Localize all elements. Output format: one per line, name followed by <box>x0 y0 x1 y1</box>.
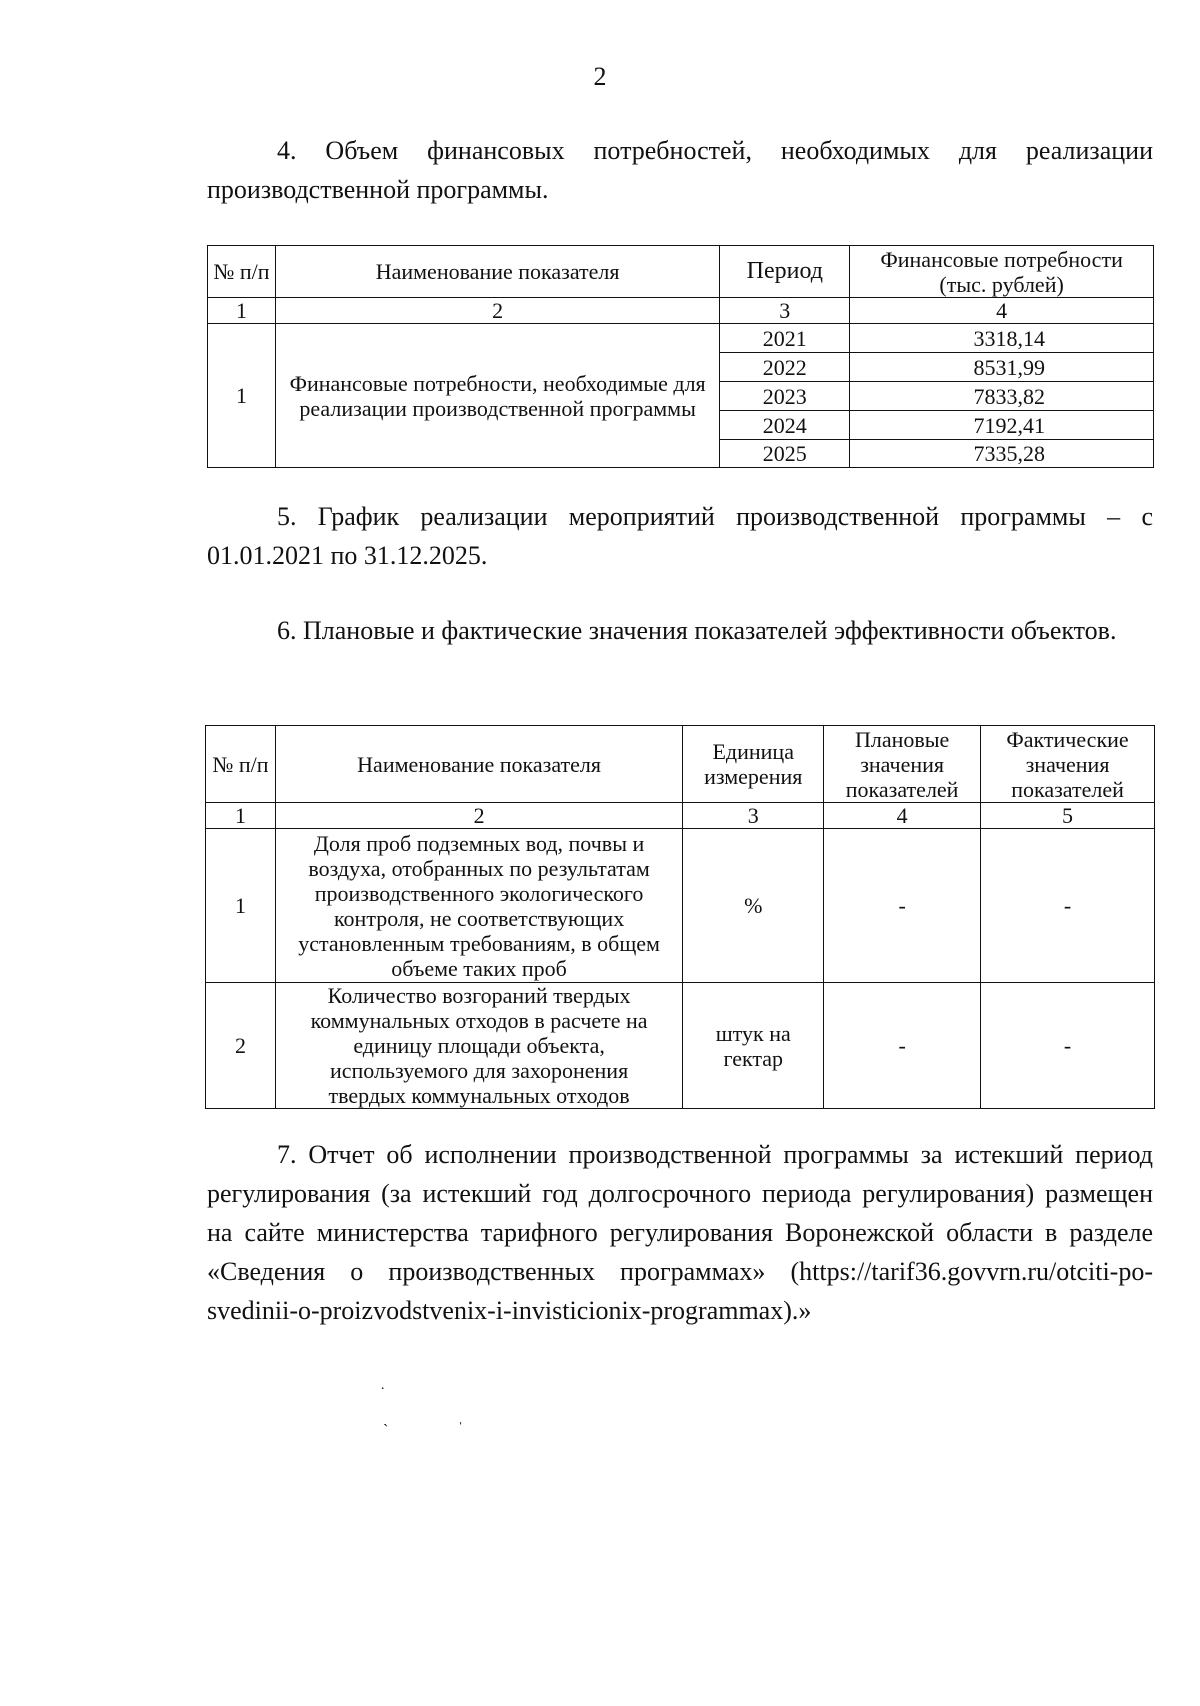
unit-cell: % <box>683 829 824 983</box>
table2-header-row <box>206 726 1155 803</box>
column-number: 2 <box>275 298 719 324</box>
table2-header-cell: № п/п <box>206 726 276 803</box>
table2-header-cell: Плановые значения показателей <box>824 726 981 803</box>
row-number: 2 <box>206 983 276 1109</box>
column-number: 4 <box>850 298 1154 324</box>
table1-header-row <box>208 246 1154 298</box>
column-number: 3 <box>720 298 850 324</box>
column-number: 3 <box>683 803 824 829</box>
table1-column-number-row <box>208 298 1154 324</box>
period-year: 2021 <box>720 324 850 353</box>
table2-column-number-row <box>206 803 1155 829</box>
indicator-name: Финансовые потребности, необходимые для реализации производственной программы <box>275 324 719 468</box>
unit-cell: штук на гектар <box>683 983 824 1109</box>
actual-value: - <box>981 983 1155 1109</box>
section-7-text: 7. Отчет об исполнении производственной программы за истекший период регулирования (за истекший год долгосрочного периода регулирования) размещен на сайте министерства тарифного регулирования Воронежской области в разделе «Сведения о производственных программах» (https://tarif36.govvrn.ru/otciti-po-svedinii-o-proizvodstvenix-i-invisticionix-programmax).» <box>207 1140 1153 1325</box>
table-row <box>208 324 1154 353</box>
financial-value: 3318,14 <box>850 324 1154 353</box>
period-year: 2025 <box>720 440 850 468</box>
period-year: 2024 <box>720 411 850 440</box>
section-6-text: 6. Плановые и фактические значения показателей эффективности объектов. <box>277 616 1117 645</box>
period-year: 2023 <box>720 382 850 411</box>
planned-value: - <box>824 829 981 983</box>
table1-header-cell: Наименование показателя <box>275 246 719 298</box>
financial-value: 8531,99 <box>850 353 1154 382</box>
table1-header-cell: Финансовые потребности (тыс. рублей) <box>850 246 1154 298</box>
scan-speck: ˙ <box>380 1385 386 1402</box>
table1-header-cell: Период <box>720 246 850 298</box>
section-4-text: 4. Объем финансовых потребностей, необходимых для реализации производственной программы. <box>207 136 1153 204</box>
scan-speck: ˈ <box>458 1420 464 1437</box>
column-number: 1 <box>206 803 276 829</box>
section-5-text: 5. График реализации мероприятий производственной программы – с 01.01.2021 по 31.12.2025. <box>207 502 1153 570</box>
table2-header-cell: Фактические значения показателей <box>981 726 1155 803</box>
table-row <box>206 829 1155 983</box>
financial-needs-table <box>207 245 1154 468</box>
column-number: 2 <box>275 803 682 829</box>
financial-value: 7192,41 <box>850 411 1154 440</box>
column-number: 5 <box>981 803 1155 829</box>
scan-speck: ˏ <box>383 1410 389 1427</box>
column-number: 1 <box>208 298 276 324</box>
indicator-name: Количество возгораний твердых коммунальных отходов в расчете на единицу площади объекта, используемого для захоронения твердых коммунальных отходов <box>275 983 682 1109</box>
table-row <box>206 983 1155 1109</box>
actual-value: - <box>981 829 1155 983</box>
column-number: 4 <box>824 803 981 829</box>
planned-value: - <box>824 983 981 1109</box>
row-number: 1 <box>206 829 276 983</box>
financial-value: 7335,28 <box>850 440 1154 468</box>
row-number: 1 <box>208 324 276 468</box>
page-number: 2 <box>593 62 607 91</box>
table2-header-cell: Наименование показателя <box>275 726 682 803</box>
efficiency-indicators-table <box>205 725 1155 1109</box>
table2-header-cell: Единица измерения <box>683 726 824 803</box>
financial-value: 7833,82 <box>850 382 1154 411</box>
table1-header-cell: № п/п <box>208 246 276 298</box>
period-year: 2022 <box>720 353 850 382</box>
indicator-name: Доля проб подземных вод, почвы и воздуха, отобранных по результатам производственного экологического контроля, не соответствующих установленным требованиям, в общем объеме таких проб <box>275 829 682 983</box>
